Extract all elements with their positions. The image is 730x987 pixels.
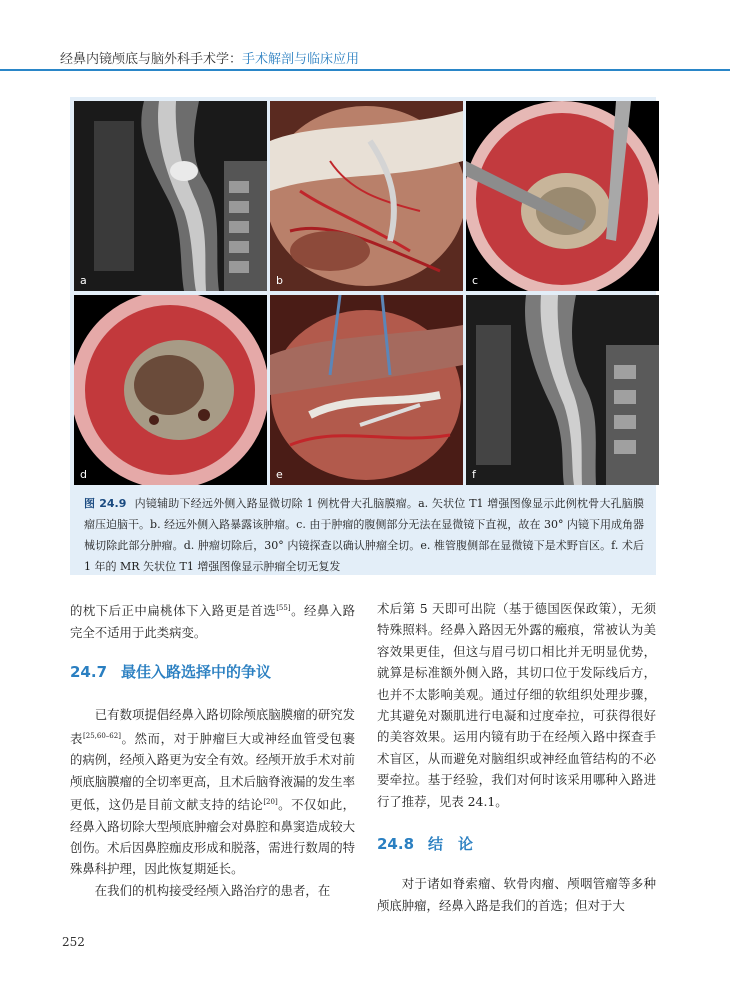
right-column	[377, 598, 656, 916]
left-column	[70, 598, 355, 901]
surgical-field-image	[270, 101, 463, 291]
section-title: 结 论	[428, 835, 474, 854]
paragraph	[70, 704, 355, 880]
figure-panel-a	[74, 101, 267, 291]
section-heading-24-7	[70, 662, 355, 683]
panel-letter: d	[80, 468, 87, 481]
text-span: 。然而，对于肿瘤巨大或神经血管受包裹的病例，经颅入路更为安全有效。经颅开放手术对前颅底脑膜瘤的全切率更高，且术后脑脊液漏的发生率更低，这仍是目前文献支持的结论	[70, 730, 356, 813]
surgical-field-image	[270, 295, 463, 485]
paragraph	[70, 598, 355, 643]
caption-label: 图 24.9	[84, 497, 127, 510]
panel-letter: f	[472, 468, 476, 481]
panel-letter: a	[80, 274, 87, 287]
book-title-main: 经鼻内镜颅底与脑外科手术学：	[60, 52, 243, 67]
section-number: 24.7	[70, 662, 108, 681]
mri-sagittal-image	[74, 101, 267, 291]
mri-sagittal-image	[466, 295, 659, 485]
text-span: 。不仅如此，经鼻入路切除大型颅底肿瘤会对鼻腔和鼻窦造成较大创伤。术后因鼻腔痂皮形成和脱落，需进行数周的特殊鼻科护理，因此恢复期延长。	[70, 797, 356, 877]
figure-panel-f	[466, 295, 659, 485]
text-span: 的枕下后正中扁桃体下入路更是首选	[70, 603, 277, 619]
figure-caption	[84, 493, 644, 577]
page-number: 252	[62, 935, 85, 949]
panel-letter: c	[472, 274, 479, 287]
paragraph: 对于诸如脊索瘤、软骨肉瘤、颅咽管瘤等多种颅底肿瘤，经鼻入路是我们的首选；但对于大	[377, 876, 656, 913]
figure-image-grid	[70, 97, 656, 485]
endoscopic-view-image	[466, 101, 659, 291]
endoscopic-view-image	[74, 295, 267, 485]
figure-24-9	[70, 97, 656, 575]
citation: [25,60–62]	[83, 731, 121, 740]
section-heading-24-8	[377, 834, 656, 855]
header-rule	[0, 69, 730, 71]
book-title	[60, 48, 359, 67]
section-title: 最佳入路选择中的争议	[121, 662, 272, 681]
citation: [20]	[263, 798, 278, 807]
running-header	[0, 0, 730, 72]
section-number: 24.8	[377, 835, 415, 854]
citation: [55]	[276, 604, 291, 612]
text-span: 。经鼻入路完全不适用于此类病变。	[70, 603, 356, 640]
paragraph: 术后第 5 天即可出院（基于德国医保政策），无须特殊照料。经鼻入路因无外露的瘢痕，常被认为美容效果更佳，但这与眉弓切口相比并无明显优势，就算是标准额外侧入路，其切口位于发际线后方，也并不太影响美观。通过仔细的软组织处理步骤，尤其避免对颞肌进行电凝和过度牵拉，可获得很好的美容效果。运用内镜有助于在经颅入路中探查手术盲区，从而避免对脑组织或神经血管结构的不必要牵拉。基于经验，我们对何时该采用哪种入路进行了推荐，见表 24.1。	[377, 601, 656, 809]
figure-panel-c	[466, 101, 659, 291]
text-span: 已有数项提倡经鼻入路切除颅底脑膜瘤的研究发表	[70, 707, 355, 746]
panel-letter: b	[276, 274, 283, 287]
book-title-sub: 手术解剖与临床应用	[242, 52, 360, 67]
figure-panel-b	[270, 101, 463, 291]
caption-text: 内镜辅助下经远外侧入路显微切除 1 例枕骨大孔脑膜瘤。a. 矢状位 T1 增强图像显示此例枕骨大孔脑膜瘤压迫脑干。b. 经远外侧入路暴露该肿瘤。c. 由于肿瘤的腹侧部分无法在显微镜下直视，故在 30° 内镜下用成角器械切除此部分肿瘤。d. 肿瘤切除后，30° 内镜探查以确认肿瘤全切。e. 椎管腹侧部在显微镜下是术野盲区。f. 术后 1 年的 MR 矢状位 T1 增强图像显示肿瘤全切无复发	[84, 497, 644, 573]
paragraph: 在我们的机构接受经颅入路治疗的患者，在	[94, 882, 331, 898]
figure-panel-e	[270, 295, 463, 485]
panel-letter: e	[276, 468, 283, 481]
figure-panel-d	[74, 295, 267, 485]
